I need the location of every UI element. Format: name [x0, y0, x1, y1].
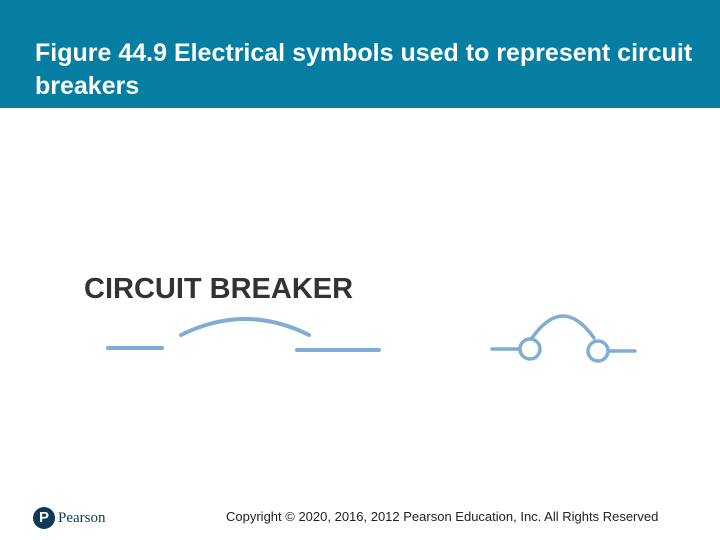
figure-heading: CIRCUIT BREAKER: [84, 273, 354, 305]
circuit-breaker-arc-symbol: [108, 319, 379, 350]
slide-title: Figure 44.9 Electrical symbols used to represent circuit breakers: [35, 39, 693, 100]
pearson-wordmark: Pearson: [58, 509, 106, 526]
breaker-arc: [181, 319, 309, 335]
pearson-p-icon: P: [33, 507, 55, 529]
contact-arc: [532, 316, 594, 338]
pearson-logo: [33, 505, 106, 531]
left-contact-circle: [520, 339, 540, 359]
circuit-breaker-contacts-symbol: [492, 316, 635, 361]
copyright-text: Copyright © 2020, 2016, 2012 Pearson Education, Inc. All Rights Reserved: [226, 509, 659, 524]
right-contact-circle: [588, 341, 608, 361]
circuit-breaker-figure: [0, 250, 720, 390]
title-bar: [0, 0, 720, 108]
